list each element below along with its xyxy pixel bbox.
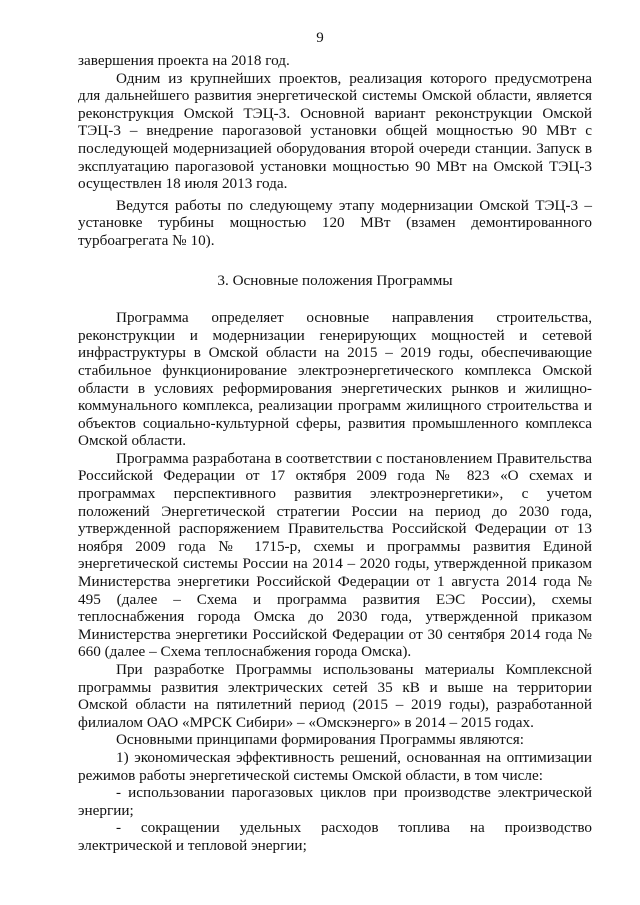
section-heading: 3. Основные положения Программы bbox=[217, 271, 453, 289]
paragraph: Одним из крупнейших проектов, реализация которого предусмотрена для дальнейшего развития энергетической системы Омской области, является реконструкция Омской ТЭЦ-3. Основной вариант реконструкции Омской ТЭЦ-3 – внедрение парогазовой установки общей мощностью 90 МВт с последующей модернизацией оборудования второй очереди станции. Запуск в эксплуатацию парогазовой установки мощностью 90 МВт на Омской ТЭЦ-3 осуществлен 18 июля 2013 года. bbox=[78, 69, 592, 193]
list-item: 1) экономическая эффективность решений, основанная на оптимизации режимов работы энергетической системы Омской области, в том числе: bbox=[78, 748, 592, 784]
paragraph: При разработке Программы использованы материалы Комплексной программы развития электрических сетей 35 кВ и выше на территории Омской области на пятилетний период (2015 – 2019 годы), разработанной филиалом ОАО «МРСК Сибири» – «Омскэнерго» в 2014 – 2015 годах. bbox=[78, 661, 592, 731]
list-item: - сокращении удельных расходов топлива на производство электрической и тепловой энергии; bbox=[78, 819, 592, 854]
page-number: 9 bbox=[316, 30, 324, 46]
list-item: - использовании парогазовых циклов при производстве электрической энергии; bbox=[78, 784, 592, 819]
paragraph: Ведутся работы по следующему этапу модернизации Омской ТЭЦ-3 – установке турбины мощностью 120 МВт (взамен демонтированного турбоагрегата № 10). bbox=[78, 196, 592, 249]
paragraph: Программа определяет основные направления строительства, реконструкции и модернизации генерирующих мощностей и сетевой инфраструктуры в Омской области на 2015 – 2019 годы, обеспечивающие стабильное функционирование электроэнергетического комплекса Омской области в условиях реформирования энергетических рынков и жилищно-коммунального комплекса, реализации программ жилищного строительства и объектов социально-культурной сферы, развития промышленного комплекса Омской области. bbox=[78, 309, 592, 450]
paragraph: Программа разработана в соответствии с постановлением Правительства Российской Федерации от 17 октября 2009 года № 823 «О схемах и программах перспективного развития электроэнергетики», с учетом положений Энергетической стратегии России на период до 2030 года, утвержденной распоряжением Правительства Российской Федерации от 13 ноября 2009 года № 1715-р, схемы и программы развития Единой энергетической системы России на 2014 – 2020 годы, утвержденной приказом Министерства энергетики Российской Федерации от 1 августа 2014 года № 495 (далее – Схема и программа развития ЕЭС России), схемы теплоснабжения города Омска до 2030 года, утвержденной приказом Министерства энергетики Российской Федерации от 30 сентября 2014 года № 660 (далее – Схема теплоснабжения города Омска). bbox=[78, 449, 592, 661]
document-body bbox=[78, 52, 592, 855]
paragraph: завершения проекта на 2018 год. bbox=[78, 52, 290, 69]
paragraph: Основными принципами формирования Программы являются: bbox=[116, 731, 524, 749]
